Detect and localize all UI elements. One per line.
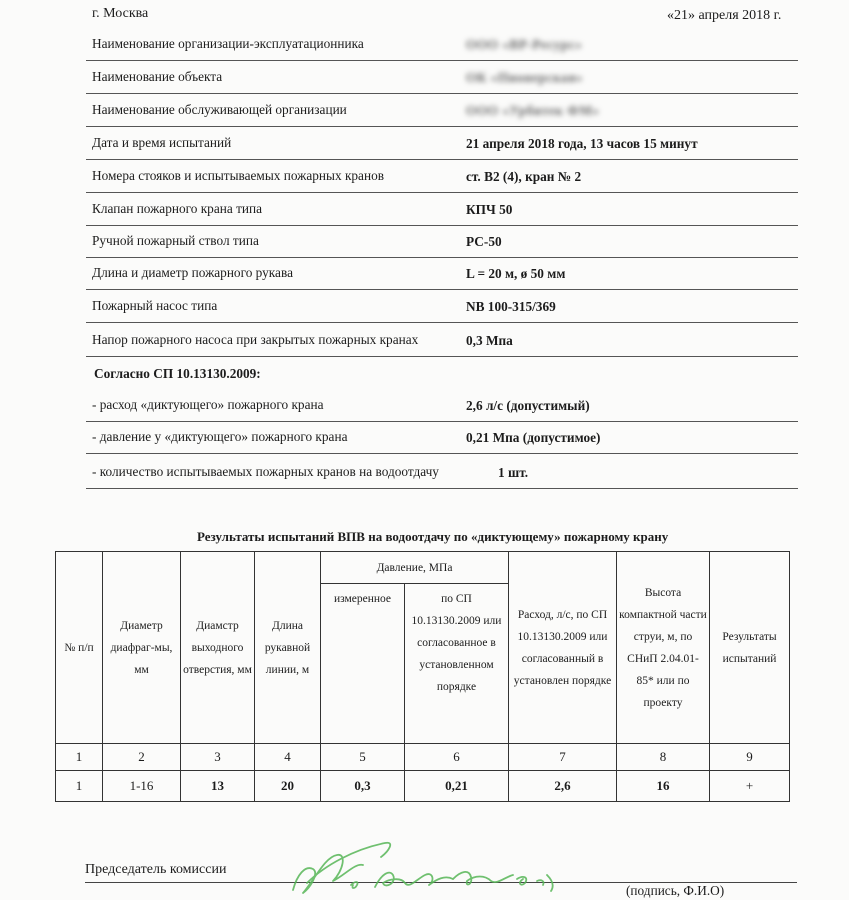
column-number: 8 xyxy=(617,744,710,771)
header-flow: Расход, л/с, по СП 10.13130.2009 или согласованный в установлен порядке xyxy=(509,552,617,744)
form-row-flow-requirement xyxy=(86,390,798,422)
table-row xyxy=(56,771,790,802)
column-number: 5 xyxy=(321,744,405,771)
document-city: г. Москва xyxy=(92,6,149,21)
form-value: РС-50 xyxy=(466,234,502,249)
form-label: Наименование организации-эксплуатационника xyxy=(92,36,364,51)
chairman-label: Председатель комиссии xyxy=(85,862,227,877)
sp-heading: Согласно СП 10.13130.2009: xyxy=(94,366,261,381)
column-number: 6 xyxy=(405,744,509,771)
column-number: 4 xyxy=(255,744,321,771)
column-number: 7 xyxy=(509,744,617,771)
form-row-pump-head xyxy=(86,325,798,357)
form-row-valve-type xyxy=(86,194,798,226)
form-value-redacted: ООО «Урбитек ФМ» xyxy=(466,103,600,118)
document-date: «21» апреля 2018 г. xyxy=(667,8,782,23)
form-row-operator xyxy=(86,29,798,61)
form-value: 0,3 Мпа xyxy=(466,333,513,348)
form-label: - количество испытываемых пожарных кранов на водоотдачу xyxy=(92,464,439,479)
form-value: NB 100-315/369 xyxy=(466,299,556,314)
column-number-row xyxy=(56,744,790,771)
form-label: Наименование объекта xyxy=(92,69,223,84)
form-value: КПЧ 50 xyxy=(466,202,513,217)
header-outlet: Диамстр выходного отверстия, мм xyxy=(181,552,255,744)
form-row-object xyxy=(86,62,798,94)
cell-flow: 2,6 xyxy=(509,771,617,802)
form-label: Ручной пожарный ствол типа xyxy=(92,233,259,248)
form-label: Напор пожарного насоса при закрытых пожарных кранах xyxy=(92,332,419,347)
header-jet-height: Высота компактной части струи, м, по СНиП 2.04.01-85* или по проекту xyxy=(617,552,710,744)
form-row-service-org xyxy=(86,95,798,127)
form-value: 2,6 л/с (допустимый) xyxy=(466,398,590,413)
form-value-redacted: ОК «Пионерская» xyxy=(466,70,583,85)
form-row-pressure-requirement xyxy=(86,422,798,454)
cell-num: 1 xyxy=(56,771,103,802)
results-title: Результаты испытаний ВПВ на водоотдачу по «диктующему» пожарному крану xyxy=(197,529,669,544)
header-diaphragm: Диаметр диафраг-мы, мм xyxy=(103,552,181,744)
signature-note: (подпись, Ф.И.О) xyxy=(626,883,725,898)
form-value: 0,21 Мпа (допустимое) xyxy=(466,430,601,445)
form-label: - давление у «диктующего» пожарного крана xyxy=(92,429,348,444)
signature-image xyxy=(285,835,585,900)
header-num: № п/п xyxy=(56,552,103,744)
form-row-pump-type xyxy=(86,291,798,323)
form-value: L = 20 м, ø 50 мм xyxy=(466,266,566,281)
form-label: Пожарный насос типа xyxy=(92,298,218,313)
form-label: Длина и диаметр пожарного рукава xyxy=(92,265,293,280)
table-header-row xyxy=(56,552,790,584)
form-value-redacted: ООО «ВР-Ресурс» xyxy=(466,37,583,52)
header-hose-length: Длина рукавной линии, м xyxy=(255,552,321,744)
column-number: 2 xyxy=(103,744,181,771)
cell-pressure-measured: 0,3 xyxy=(321,771,405,802)
form-row-risers xyxy=(86,161,798,193)
form-label: Наименование обслуживающей организации xyxy=(92,102,347,117)
form-value: ст. В2 (4), кран № 2 xyxy=(466,169,582,184)
cell-result: + xyxy=(710,771,790,802)
results-table xyxy=(55,551,790,802)
form-label: - расход «диктующего» пожарного крана xyxy=(92,397,324,412)
cell-diaphragm: 1-16 xyxy=(103,771,181,802)
cell-pressure-norm: 0,21 xyxy=(405,771,509,802)
form-row-hose xyxy=(86,258,798,290)
form-label: Дата и время испытаний xyxy=(92,135,232,150)
cell-jet-height: 16 xyxy=(617,771,710,802)
form-label: Клапан пожарного крана типа xyxy=(92,201,263,216)
header-result: Результаты испытаний xyxy=(710,552,790,744)
form-value: 21 апреля 2018 года, 13 часов 15 минут xyxy=(466,136,698,151)
cell-hose-length: 20 xyxy=(255,771,321,802)
form-row-valves-count xyxy=(86,457,798,489)
header-pressure: Давление, МПа xyxy=(321,552,509,584)
form-row-nozzle-type xyxy=(86,226,798,258)
column-number: 3 xyxy=(181,744,255,771)
column-number: 1 xyxy=(56,744,103,771)
cell-outlet: 13 xyxy=(181,771,255,802)
header-pressure-measured: измеренное xyxy=(321,584,405,744)
column-number: 9 xyxy=(710,744,790,771)
form-row-test-datetime xyxy=(86,128,798,160)
header-pressure-norm: по СП 10.13130.2009 или согласованное в установленном порядке xyxy=(405,584,509,744)
form-label: Номера стояков и испытываемых пожарных кранов xyxy=(92,168,384,183)
form-value: 1 шт. xyxy=(498,465,529,480)
